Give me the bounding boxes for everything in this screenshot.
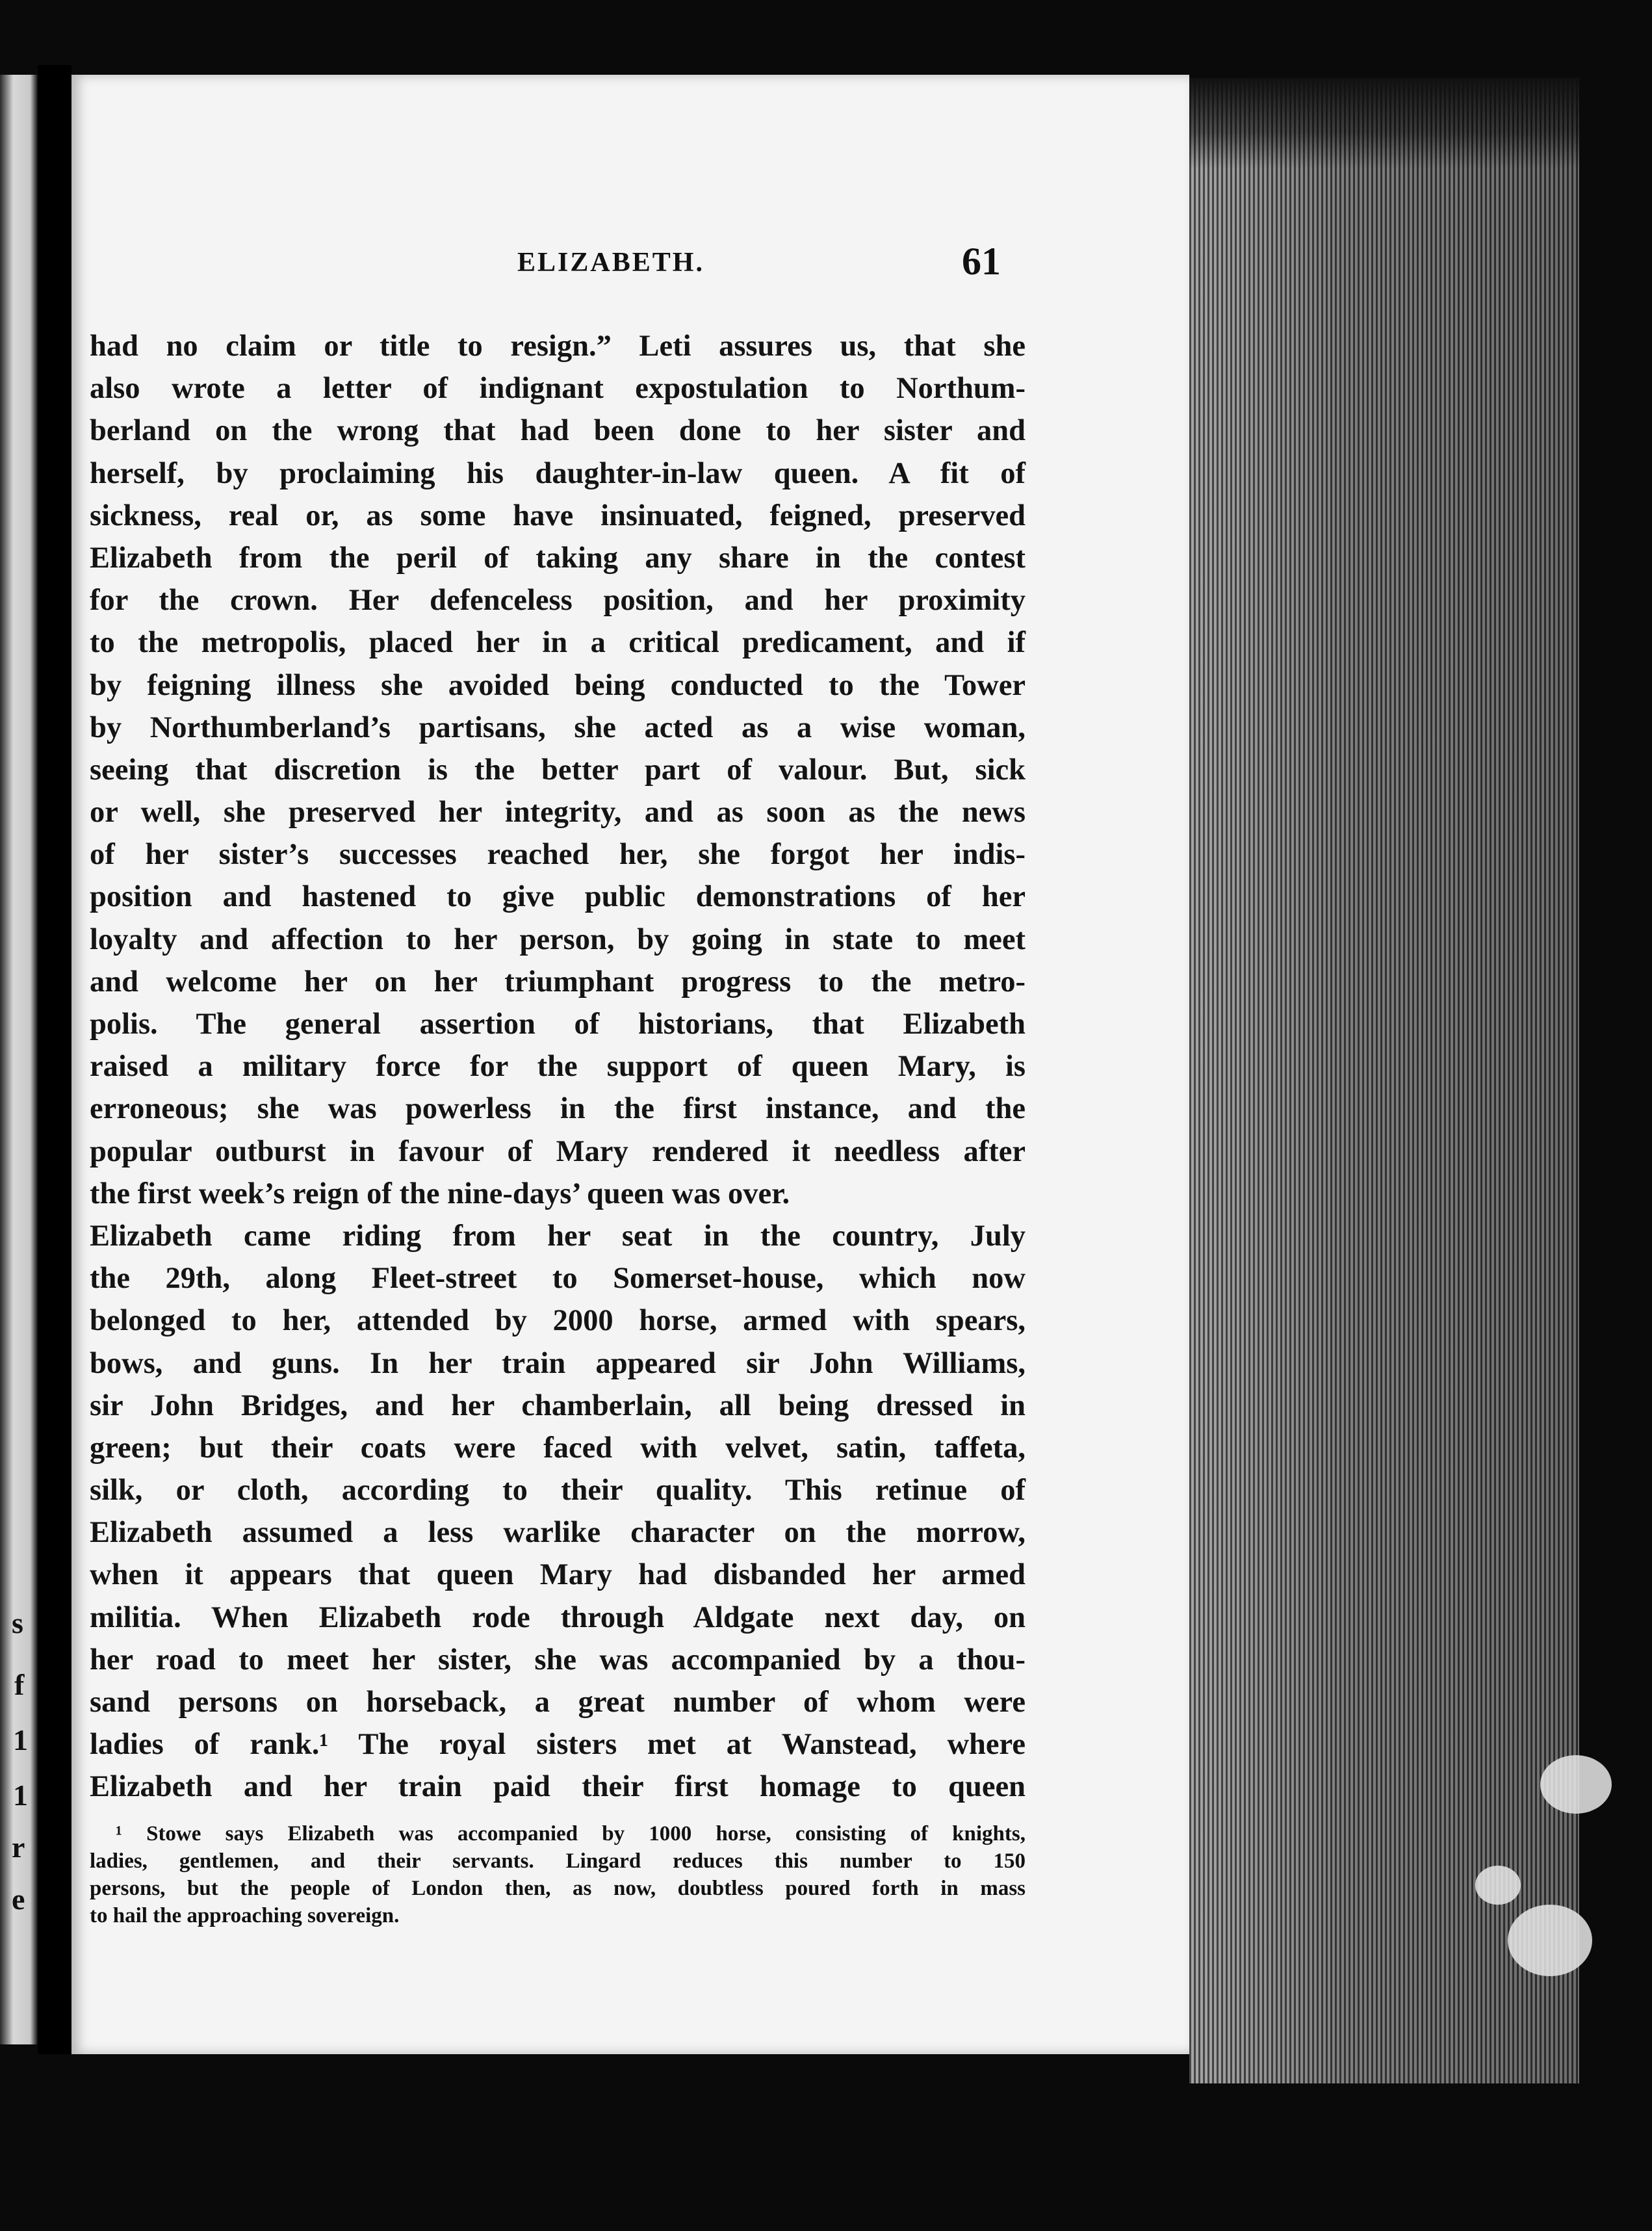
text-line: herself, by proclaiming his daughter-in-law queen. A fit of bbox=[90, 456, 1026, 490]
text-line: also wrote a letter of indignant expostulation to Northum- bbox=[90, 372, 1026, 406]
text-line: popular outburst in favour of Mary rendered it needless after bbox=[90, 1134, 1026, 1168]
footnote-line: persons, but the people of London then, as now, doubtless poured forth in mass bbox=[90, 1877, 1026, 1900]
footnote bbox=[90, 1820, 1026, 1929]
text-line: for the crown. Her defenceless position, and her proximity bbox=[90, 584, 1026, 618]
facing-page-letter: e bbox=[12, 1883, 25, 1916]
text-line: the first week’s reign of the nine-days’ queen was over. bbox=[90, 1177, 790, 1210]
text-line: and welcome her on her triumphant progress to the metro- bbox=[90, 965, 1026, 998]
text-line: by Northumberland’s partisans, she acted as a wise woman, bbox=[90, 711, 1026, 744]
text-line: sir John Bridges, and her chamberlain, all being dressed in bbox=[90, 1389, 1026, 1422]
text-line: the 29th, along Fleet-street to Somerset-house, which now bbox=[90, 1262, 1026, 1296]
text-line: bows, and guns. In her train appeared sir John Williams, bbox=[90, 1346, 1026, 1380]
text-line: berland on the wrong that had been done to her sister and bbox=[90, 414, 1026, 448]
text-line: Elizabeth from the peril of taking any share in the contest bbox=[90, 541, 1026, 575]
text-line: seeing that discretion is the better part of valour. But, sick bbox=[90, 753, 1026, 787]
text-line: sickness, real or, as some have insinuated, feigned, preserved bbox=[90, 499, 1026, 532]
text-line: to the metropolis, placed her in a critical predicament, and if bbox=[90, 626, 1026, 660]
text-line: erroneous; she was powerless in the first instance, and the bbox=[90, 1092, 1026, 1126]
running-title: ELIZABETH. bbox=[517, 248, 704, 278]
text-line: raised a military force for the support of queen Mary, is bbox=[90, 1050, 1026, 1084]
facing-page-letter: 1 bbox=[13, 1723, 28, 1756]
footnote-line: ladies, gentlemen, and their servants. Lingard reduces this number to 150 bbox=[90, 1849, 1026, 1873]
facing-page-letter: s bbox=[12, 1606, 23, 1639]
text-line: silk, or cloth, according to their quality. This retinue of bbox=[90, 1474, 1026, 1507]
facing-page-letter: 1 bbox=[13, 1779, 28, 1812]
text-line: Elizabeth came riding from her seat in the country, July bbox=[90, 1219, 1026, 1253]
text-line: of her sister’s successes reached her, she forgot her indis- bbox=[90, 838, 1026, 872]
facing-page-letter: f bbox=[14, 1668, 25, 1701]
text-line: militia. When Elizabeth rode through Aldgate next day, on bbox=[90, 1600, 1026, 1634]
text-line: polis. The general assertion of historians, that Elizabeth bbox=[90, 1008, 1026, 1041]
text-line: or well, she preserved her integrity, and as soon as the news bbox=[90, 796, 1026, 829]
text-line: by feigning illness she avoided being conducted to the Tower bbox=[90, 668, 1026, 702]
text-line: when it appears that queen Mary had disbanded her armed bbox=[90, 1558, 1026, 1592]
text-line: belonged to her, attended by 2000 horse, armed with spears, bbox=[90, 1304, 1026, 1338]
page-number: 61 bbox=[962, 240, 1001, 283]
text-line: her road to meet her sister, she was accompanied by a thou- bbox=[90, 1643, 1026, 1677]
text-line: green; but their coats were faced with velvet, satin, taffeta, bbox=[90, 1431, 1026, 1465]
text-line: sand persons on horseback, a great number of whom were bbox=[90, 1686, 1026, 1719]
text-line: Elizabeth and her train paid their first homage to queen bbox=[90, 1770, 1026, 1804]
body-text bbox=[90, 325, 1026, 1808]
page-edges-shadow bbox=[1189, 78, 1579, 169]
text-line: had no claim or title to resign.” Leti assures us, that she bbox=[90, 330, 1026, 363]
book-gutter bbox=[38, 65, 71, 2054]
text-line: Elizabeth assumed a less warlike character on the morrow, bbox=[90, 1516, 1026, 1550]
paper-stain bbox=[1540, 1755, 1612, 1814]
paper-stain bbox=[1475, 1866, 1521, 1905]
page-edges bbox=[1189, 78, 1579, 2083]
text-line: ladies of rank.¹ The royal sisters met at Wanstead, where bbox=[90, 1728, 1026, 1762]
footnote-line: to hail the approaching sovereign. bbox=[90, 1904, 400, 1927]
paper-stain bbox=[1508, 1905, 1592, 1976]
page-header bbox=[71, 240, 1189, 312]
footnote-line: ¹ Stowe says Elizabeth was accompanied by 1000 horse, consisting of knights, bbox=[116, 1822, 1026, 1846]
text-line: position and hastened to give public demonstrations of her bbox=[90, 880, 1026, 914]
facing-page-letter: r bbox=[12, 1831, 25, 1864]
text-line: loyalty and affection to her person, by going in state to meet bbox=[90, 922, 1026, 956]
